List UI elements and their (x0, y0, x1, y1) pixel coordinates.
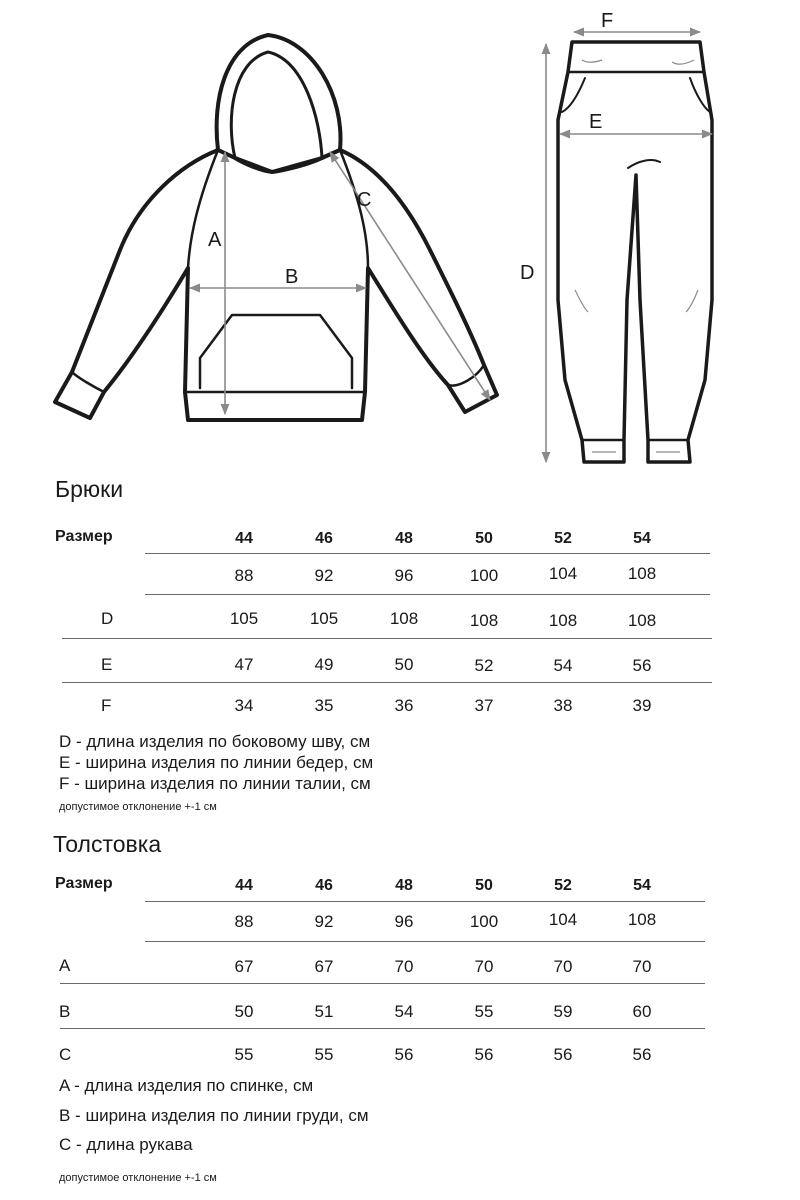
pants-title: Брюки (55, 476, 124, 502)
hoodie-row-b-cell: 59 (553, 1002, 573, 1021)
hoodie-row-c-cell: 56 (474, 1045, 494, 1064)
pants-rule-1 (145, 553, 710, 554)
hoodie-row-a-label: A (59, 956, 71, 975)
hoodie-size-44: 44 (235, 877, 253, 894)
pants-row-d-cell: 108 (389, 609, 419, 628)
pants-rule-2 (145, 594, 710, 595)
pants-row-e-cell: 54 (553, 656, 573, 675)
hoodie-row-a-cell: 67 (234, 957, 254, 976)
pants-tolerance-note: допустимое отклонение +-1 см (59, 801, 217, 813)
pants-row-f-label: F (101, 696, 112, 715)
hoodie-sub-cell: 92 (314, 912, 334, 931)
hoodie-drawing (55, 35, 497, 420)
label-e: E (589, 111, 603, 133)
hoodie-size-54: 54 (633, 877, 651, 894)
hoodie-row-c-cell: 56 (394, 1045, 414, 1064)
pants-row-d-cell: 108 (469, 611, 499, 630)
hoodie-rule-1 (145, 901, 705, 902)
hoodie-sub-cell: 88 (234, 912, 254, 931)
hoodie-row-b-cell: 54 (394, 1002, 414, 1021)
pants-size-46: 46 (315, 530, 333, 547)
hoodie-size-header-label: Размер (55, 875, 113, 892)
pants-row-d-cell: 105 (309, 609, 339, 628)
hoodie-body-outline (55, 150, 497, 420)
hoodie-rule-4 (60, 1028, 705, 1029)
pants-row-f-cell: 38 (553, 696, 573, 715)
pants-size-48: 48 (395, 530, 413, 547)
hoodie-size-46: 46 (315, 877, 333, 894)
hoodie-row-c-cell: 55 (234, 1045, 254, 1064)
pants-sub-cell: 104 (548, 564, 578, 583)
pants-row-d-label: D (101, 609, 114, 628)
pants-sub-cell: 88 (234, 566, 254, 585)
pants-rule-3 (62, 638, 712, 639)
pants-row-e-cell: 49 (314, 655, 334, 674)
hoodie-size-48: 48 (395, 877, 413, 894)
pants-row-f-cell: 36 (394, 696, 414, 715)
garment-measurement-diagram (0, 0, 800, 470)
hoodie-row-a-cell: 70 (394, 957, 414, 976)
hoodie-legend-b: B - ширина изделия по линии груди, см (59, 1106, 369, 1125)
hoodie-size-50: 50 (475, 877, 493, 894)
pants-row-e-label: E (101, 655, 113, 674)
hoodie-row-a-cell: 70 (553, 957, 573, 976)
pants-legend-e: E - ширина изделия по линии бедер, см (59, 753, 374, 772)
hoodie-sub-cell: 96 (394, 912, 414, 931)
pants-size-44: 44 (235, 530, 253, 547)
pants-size-54: 54 (633, 530, 651, 547)
pants-row-f-cell: 39 (632, 696, 652, 715)
pants-legend-d: D - длина изделия по боковому шву, см (59, 732, 371, 751)
pants-row-d-cell: 105 (229, 609, 259, 628)
pants-sub-cell: 92 (314, 566, 334, 585)
hoodie-legend-c: C - длина рукава (59, 1135, 193, 1154)
hoodie-row-b-cell: 60 (632, 1002, 652, 1021)
hoodie-row-c-cell: 55 (314, 1045, 334, 1064)
hoodie-legend-a: A - длина изделия по спинке, см (59, 1076, 314, 1095)
pants-sub-cell: 108 (627, 564, 657, 583)
hoodie-row-c-cell: 56 (553, 1045, 573, 1064)
hoodie-row-b-cell: 51 (314, 1002, 334, 1021)
pants-sub-cell: 96 (394, 566, 414, 585)
hoodie-row-a-cell: 70 (474, 957, 494, 976)
pants-row-e-cell: 52 (474, 656, 494, 675)
pants-size-header-label: Размер (55, 528, 113, 545)
hoodie-rule-2 (145, 941, 705, 942)
pants-row-e-cell: 47 (234, 655, 254, 674)
label-d: D (520, 262, 535, 284)
pants-row-f-cell: 37 (474, 696, 494, 715)
hoodie-row-c-cell: 56 (632, 1045, 652, 1064)
pants-drawing (558, 42, 712, 462)
hoodie-sub-cell: 100 (469, 912, 499, 931)
label-c: C (357, 189, 372, 211)
pants-size-50: 50 (475, 530, 493, 547)
hoodie-sub-cell: 108 (627, 910, 657, 929)
hoodie-sub-cell: 104 (548, 910, 578, 929)
pants-size-52: 52 (554, 530, 572, 547)
label-a: A (208, 229, 222, 251)
label-b: B (285, 266, 299, 288)
pants-row-d-cell: 108 (627, 611, 657, 630)
hoodie-row-a-cell: 70 (632, 957, 652, 976)
label-f: F (601, 10, 614, 32)
pants-row-f-cell: 35 (314, 696, 334, 715)
hoodie-row-b-cell: 55 (474, 1002, 494, 1021)
pants-row-f-cell: 34 (234, 696, 254, 715)
pants-outline (558, 42, 712, 462)
pants-row-e-cell: 56 (632, 656, 652, 675)
pants-legend-f: F - ширина изделия по линии талии, см (59, 774, 371, 793)
hoodie-size-52: 52 (554, 877, 572, 894)
hoodie-row-b-label: B (59, 1002, 71, 1021)
hoodie-rule-3 (60, 983, 705, 984)
pants-sub-cell: 100 (469, 566, 499, 585)
hoodie-row-b-cell: 50 (234, 1002, 254, 1021)
hoodie-tolerance-note: допустимое отклонение +-1 см (59, 1172, 217, 1184)
hoodie-title: Толстовка (53, 831, 162, 857)
pants-row-d-cell: 108 (548, 611, 578, 630)
pants-rule-4 (62, 682, 712, 683)
hoodie-row-c-label: C (59, 1045, 72, 1064)
hoodie-row-a-cell: 67 (314, 957, 334, 976)
pants-row-e-cell: 50 (394, 655, 414, 674)
